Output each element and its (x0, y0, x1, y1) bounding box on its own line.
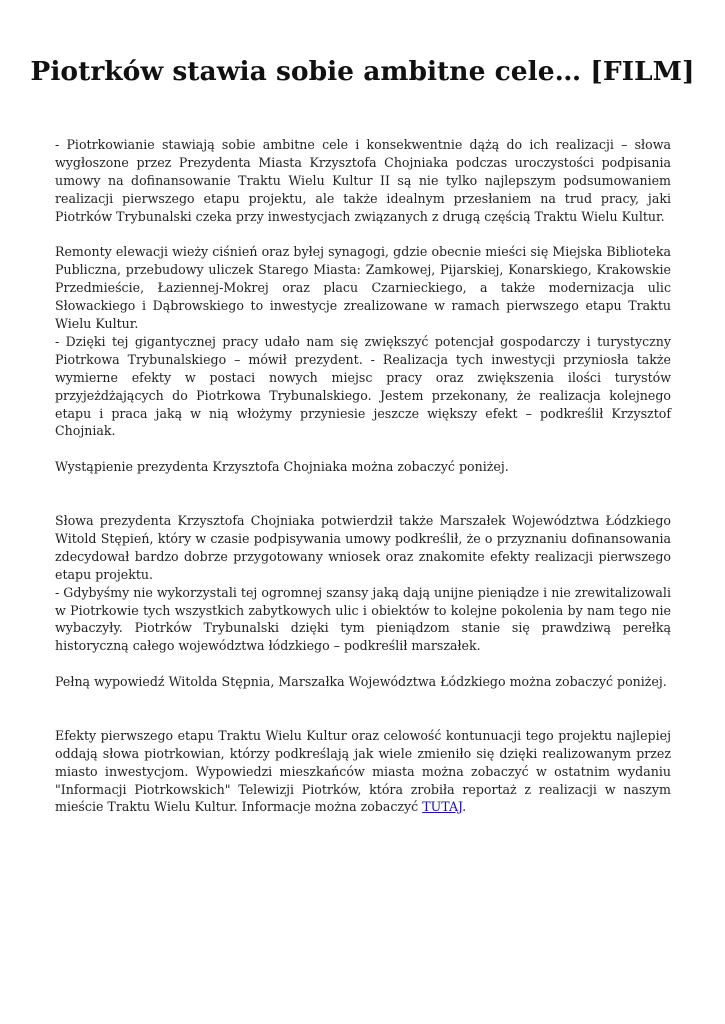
paragraph-video-marshal: Pełną wypowiedź Witolda Stępnia, Marszałka Województwa Łódzkiego można zobaczyć poniżej. (55, 674, 667, 690)
paragraph-renovations: Remonty elewacji wieży ciśnień oraz byłej synagogi, gdzie obecnie mieści się Miejska Biblioteka Publiczna, przebudowy uliczek Starego Miasta: Zamkowej, Pijarskiej, Konarskiego, Krakowskie Przedmieście, Łaziennej-Mokrej oraz placu Czarnieckiego, a także modernizacja ulic Słowackiego i Dąbrowskiego to inwestycje zrealizowane w ramach pierwszego etapu Traktu Wielu Kultur. (55, 244, 671, 332)
paragraph-marshal-quote: - Gdybyśmy nie wykorzystali tej ogromnej szansy jaką dają unijne pieniądze i nie zrewitalizowali w Piotrkowie tych wszystkich zabytkowych ulic i obiektów to kolejne pokolenia by nam tego nie wybaczyły. Piotrków Trybunalski dzięki tym pieniądzom stanie się prawdziwą perełką historyczną całego województwa łódzkiego – podkreślił marszałek. (55, 584, 671, 654)
paragraph-video-president: Wystąpienie prezydenta Krzysztofa Chojniaka można zobaczyć poniżej. (55, 459, 509, 475)
paragraph-spacer (55, 226, 671, 244)
paragraph-president-quote: - Piotrkowianie stawiają sobie ambitne cele i konsekwentnie dążą do ich realizacji – słowa wygłoszone przez Prezydenta Miasta Krzysztofa Chojniaka podczas uroczystości podpisania umowy na dofinansowanie Traktu Wielu Kultur II są nie tylko najlepszym podsumowaniem realizacji pierwszego etapu projektu, ale także idealnym przesłaniem na trud pracy, jaki Piotrków Trybunalski czeka przy inwestycjach związanych z drugą częścią Traktu Wielu Kultur. (55, 137, 671, 224)
paragraph-residents-end: . (462, 799, 467, 815)
tutaj-link[interactable]: TUTAJ (422, 799, 463, 815)
paragraph-spacer (55, 440, 671, 458)
paragraph-president-statement: - Dzięki tej gigantycznej pracy udało nam się zwiększyć potencjał gospodarczy i turystyczny Piotrkowa Trybunalskiego – mówił prezydent. - Realizacja tych inwestycji przyniosła także wymierne efekty w postaci nowych miejsc pracy oraz zwiększenia ilości turystów przyjeżdżających do Piotrkowa Trybunalskiego. Jestem przekonany, że realizacja kolejnego etapu i praca jaką w nią włożymy przyniesie jeszcze większy efekt – podkreślił Krzysztof Chojniak. (55, 333, 671, 439)
paragraph-residents-text: Efekty pierwszego etapu Traktu Wielu Kultur oraz celowość kontunuacji tego projektu najlepiej oddają słowa piotrkowian, którzy podkreślają jak wiele zmieniło się dzięki realizowanym przez miasto inwestycjom. Wypowiedzi mieszkańców miasta można zobaczyć w ostatnim wydaniu "Informacji Piotrkowskich" Telewizji Piotrków, która zrobiła reportaż z realizacji w naszym mieście Traktu Wielu Kultur. Informacje można zobaczyć (55, 727, 671, 815)
paragraph-spacer (55, 655, 671, 673)
video-placeholder-gap (55, 476, 671, 512)
article-title: Piotrków stawia sobie ambitne cele… [FILM] (30, 56, 695, 87)
paragraph-marshal-confirmation: Słowa prezydenta Krzysztofa Chojniaka potwierdził także Marszałek Województwa Łódzkiego Witold Stępień, który w czasie podpisywania umowy podkreślił, że o przyznaniu dofinansowania zdecydował bardzo dobrze przygotowany wniosek oraz znakomite efekty realizacji pierwszego etapu projektu. (55, 512, 671, 582)
paragraph-residents (55, 727, 671, 817)
article-body (55, 136, 671, 816)
video-placeholder-gap (55, 691, 671, 727)
